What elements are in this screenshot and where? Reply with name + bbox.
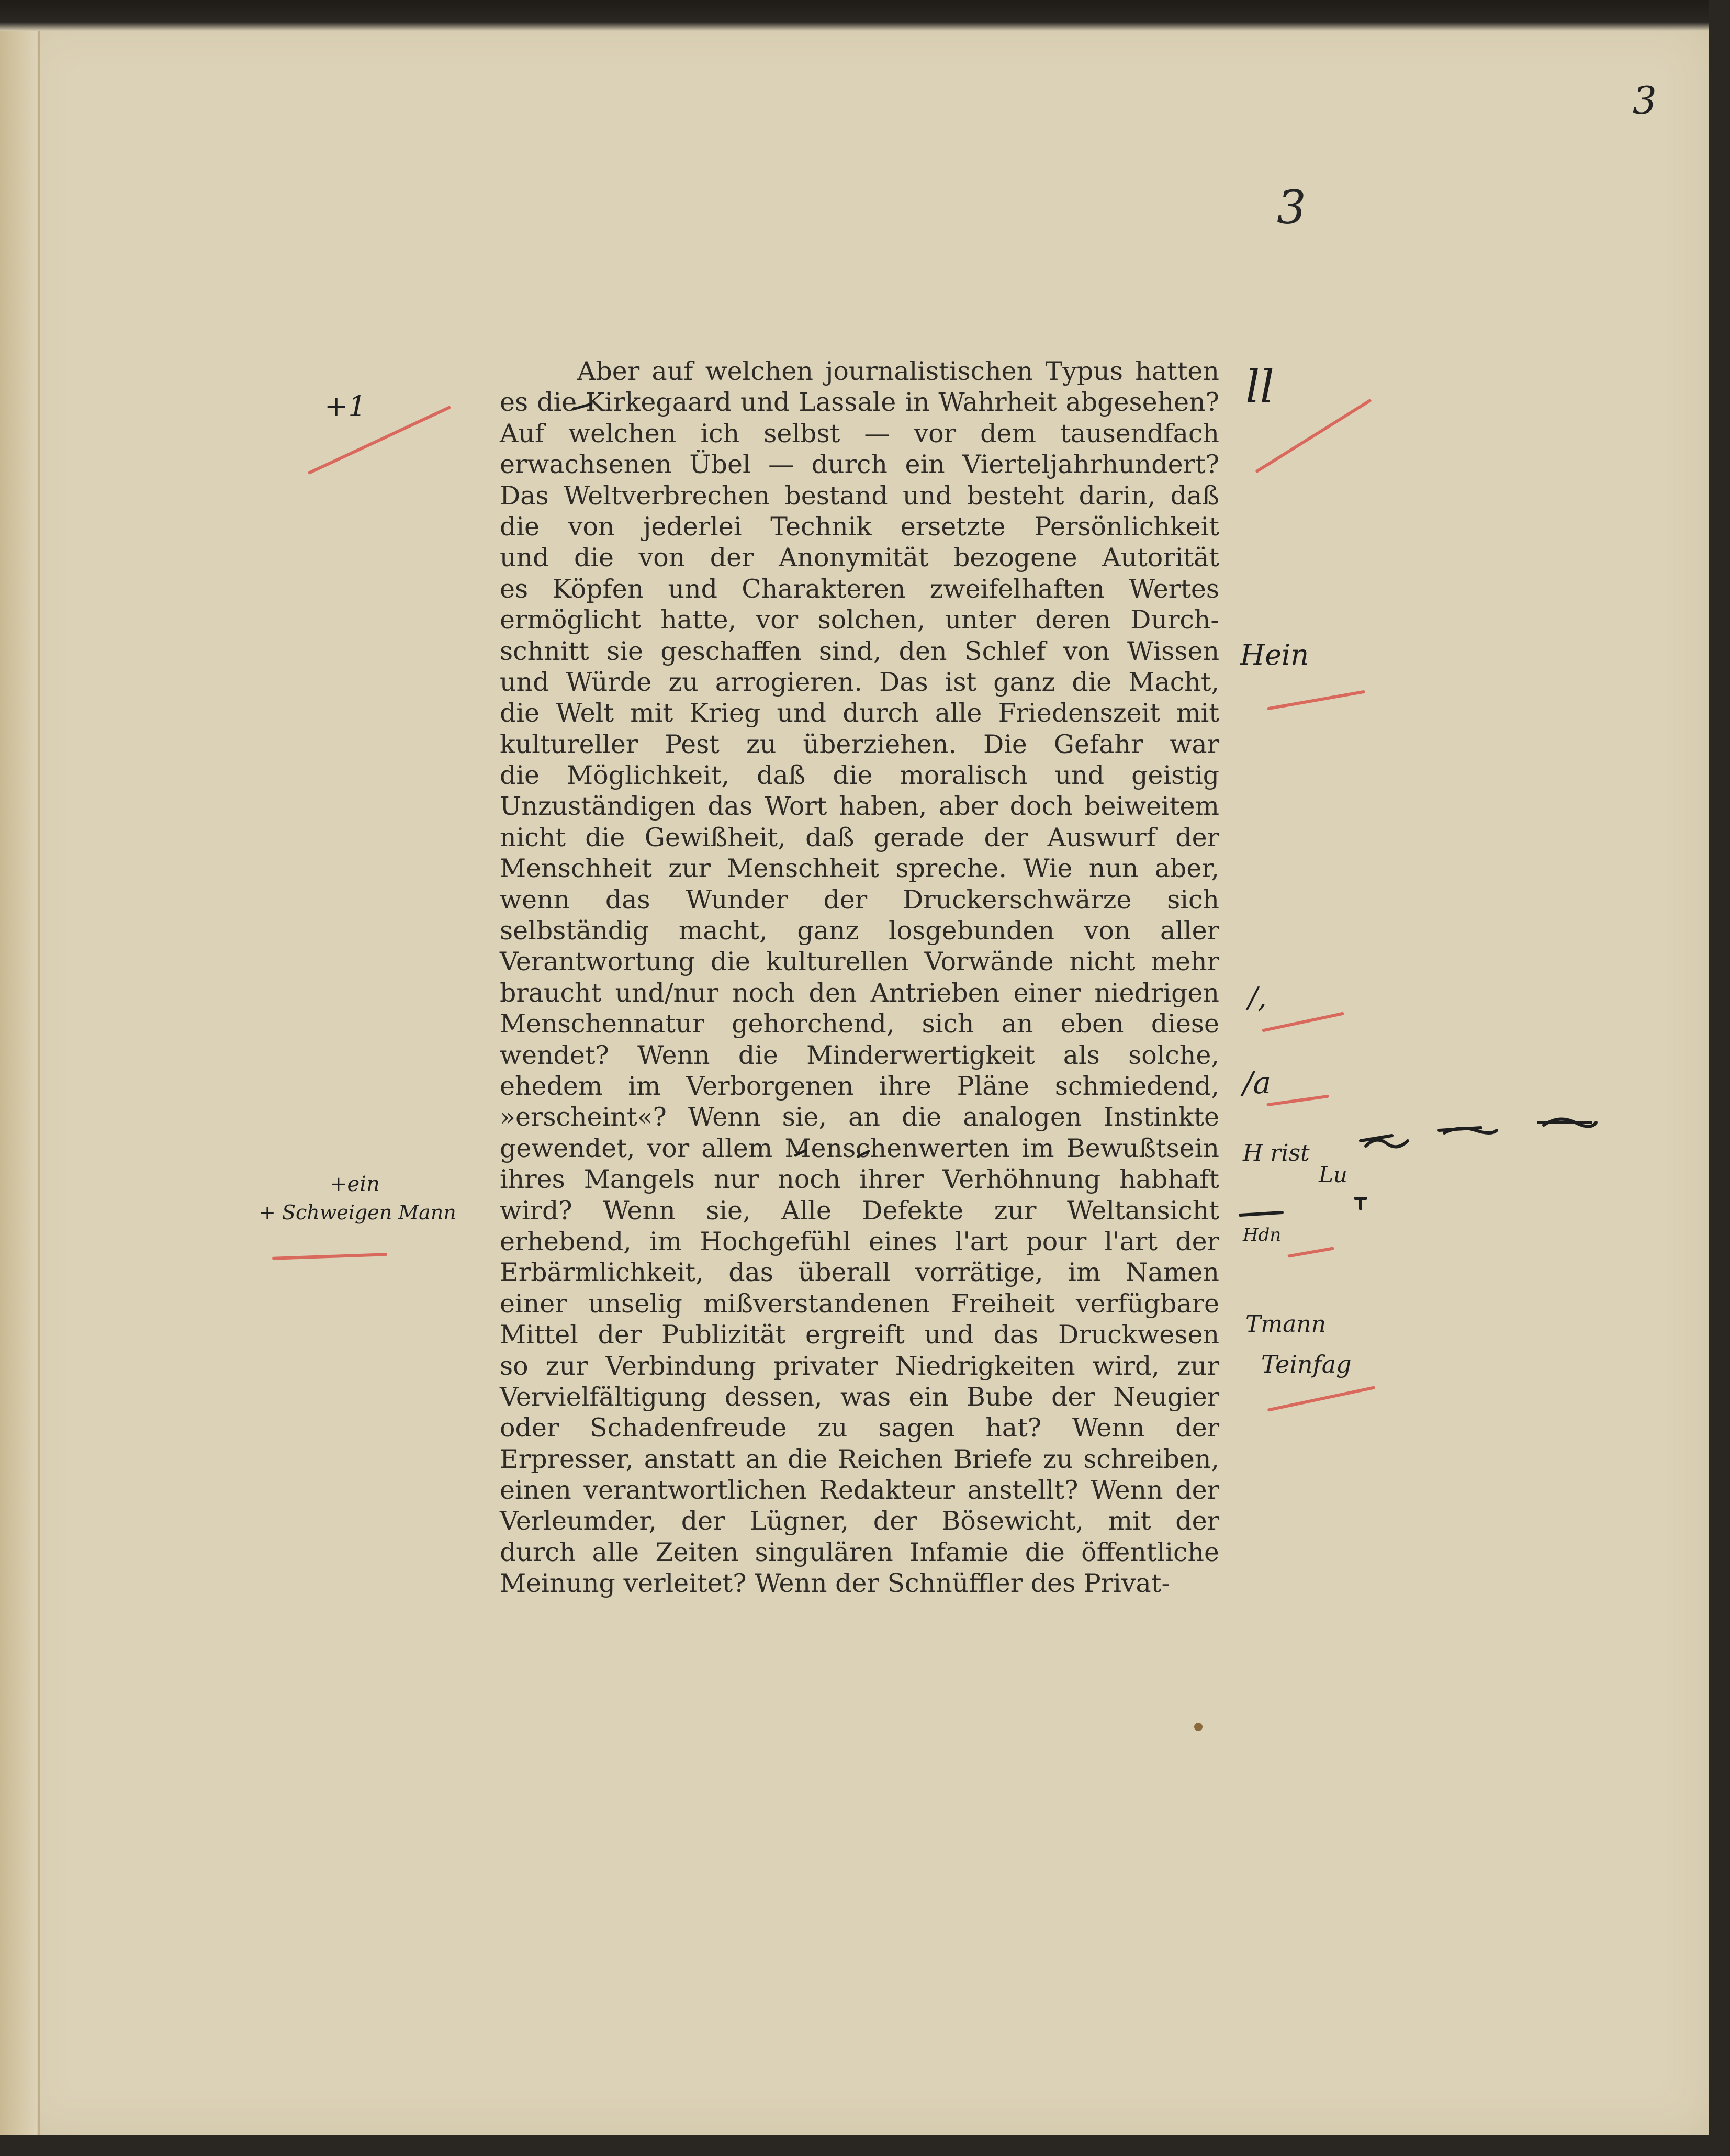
- margin-note-right-3: /,: [1248, 981, 1267, 1014]
- margin-note-right-1: ll: [1245, 361, 1275, 413]
- text-line: die Welt mit Krieg und durch alle Friedenszeit mit: [500, 698, 1219, 728]
- margin-note-right-2: Hein: [1240, 638, 1309, 671]
- margin-note-left-2: +ein: [330, 1172, 380, 1196]
- text-line: so zur Verbindung privater Niedrigkeiten wird, zur: [500, 1351, 1219, 1381]
- margin-note-right-8: Tmann: [1245, 1311, 1326, 1338]
- margin-note-right-6: Lu: [1319, 1162, 1347, 1187]
- margin-note-left-3: + Schweigen Mann: [259, 1201, 456, 1224]
- text-line: Mittel der Publizität ergreift und das Druckwesen: [500, 1320, 1219, 1350]
- text-line: ihres Mangels nur noch ihrer Verhöhnung habhaft: [500, 1164, 1219, 1195]
- text-line: die von jederlei Technik ersetzte Persönlichkeit: [500, 511, 1219, 542]
- text-line: Unzuständigen das Wort haben, aber doch beiweitem: [500, 791, 1219, 822]
- text-line: wendet? Wenn die Minderwertigkeit als solche,: [500, 1040, 1219, 1070]
- text-line: und Würde zu arrogieren. Das ist ganz die Macht,: [500, 667, 1219, 697]
- text-line: Verantwortung die kulturellen Vorwände nicht mehr: [500, 947, 1219, 977]
- text-line: wird? Wenn sie, Alle Defekte zur Weltansicht: [500, 1195, 1219, 1226]
- text-line: nicht die Gewißheit, daß gerade der Auswurf der: [500, 822, 1219, 852]
- text-line: Menschheit zur Menschheit spreche. Wie nun aber,: [500, 854, 1219, 884]
- page-number: 3: [1633, 78, 1657, 122]
- text-line: Verleumder, der Lügner, der Bösewicht, mit der: [500, 1506, 1219, 1536]
- margin-note-left-1: +1: [324, 390, 366, 423]
- text-line: einer unselig mißverstandenen Freiheit verfügbare: [500, 1288, 1219, 1319]
- paper-spot: [1194, 1723, 1203, 1731]
- text-line: und die von der Anonymität bezogene Autorität: [500, 543, 1219, 573]
- text-line: wenn das Wunder der Druckerschwärze sich: [500, 884, 1219, 915]
- text-line: Auf welchen ich selbst — vor dem tausendfach: [500, 418, 1219, 448]
- text-line: Erpresser, anstatt an die Reichen Briefe zu schreiben,: [500, 1444, 1219, 1474]
- text-line: Erbärmlichkeit, das überall vorrätige, im Namen: [500, 1257, 1219, 1288]
- margin-note-right-4: /a: [1243, 1065, 1272, 1101]
- handwritten-page-number: 3: [1277, 181, 1306, 234]
- text-line: kultureller Pest zu überziehen. Die Gefahr war: [500, 729, 1219, 759]
- text-line: durch alle Zeiten singulären Infamie die öffentliche: [500, 1537, 1219, 1567]
- text-line: die Möglichkeit, daß die moralisch und geistig: [500, 760, 1219, 791]
- text-line: Aber auf welchen journalistischen Typus hatten: [577, 356, 1219, 386]
- text-line: erhebend, im Hochgefühl eines l'art pour l'art der: [500, 1226, 1219, 1256]
- text-line: schnitt sie geschaffen sind, den Schlef von Wissen: [500, 636, 1219, 666]
- text-line: braucht und/nur noch den Antrieben einer niedrigen: [500, 978, 1219, 1008]
- text-line: es Köpfen und Charakteren zweifelhaften Wertes: [500, 574, 1219, 604]
- text-line: oder Schadenfreude zu sagen hat? Wenn der: [500, 1413, 1219, 1443]
- text-line: Menschennatur gehorchend, sich an eben diese: [500, 1009, 1219, 1039]
- margin-note-right-5: H rist: [1243, 1140, 1310, 1166]
- text-line: es die Kirkegaard und Lassale in Wahrheit abgesehen?: [500, 387, 1219, 418]
- margin-note-right-9: Teinfag: [1261, 1350, 1352, 1378]
- text-line: ehedem im Verborgenen ihre Pläne schmiedend,: [500, 1071, 1219, 1101]
- text-line: selbständig macht, ganz losgebunden von aller: [500, 916, 1219, 946]
- text-line: ermöglicht hatte, vor solchen, unter deren Durch-: [500, 605, 1219, 635]
- text-line: »erscheint«? Wenn sie, an die analogen Instinkte: [500, 1102, 1219, 1132]
- text-line: Meinung verleitet? Wenn der Schnüffler des Privat-: [500, 1568, 1171, 1599]
- margin-note-right-7: Hdn: [1243, 1225, 1282, 1245]
- text-line: einen verantwortlichen Redakteur anstellt? Wenn der: [500, 1475, 1219, 1506]
- text-line: Vervielfältigung dessen, was ein Bube der Neugier: [500, 1382, 1219, 1412]
- text-line: Das Weltverbrechen bestand und besteht darin, daß: [500, 480, 1219, 511]
- text-line: gewendet, vor allem Menschenwerten im Bewußtsein: [500, 1133, 1219, 1163]
- text-line: erwachsenen Übel — durch ein Vierteljahrhundert?: [500, 450, 1219, 480]
